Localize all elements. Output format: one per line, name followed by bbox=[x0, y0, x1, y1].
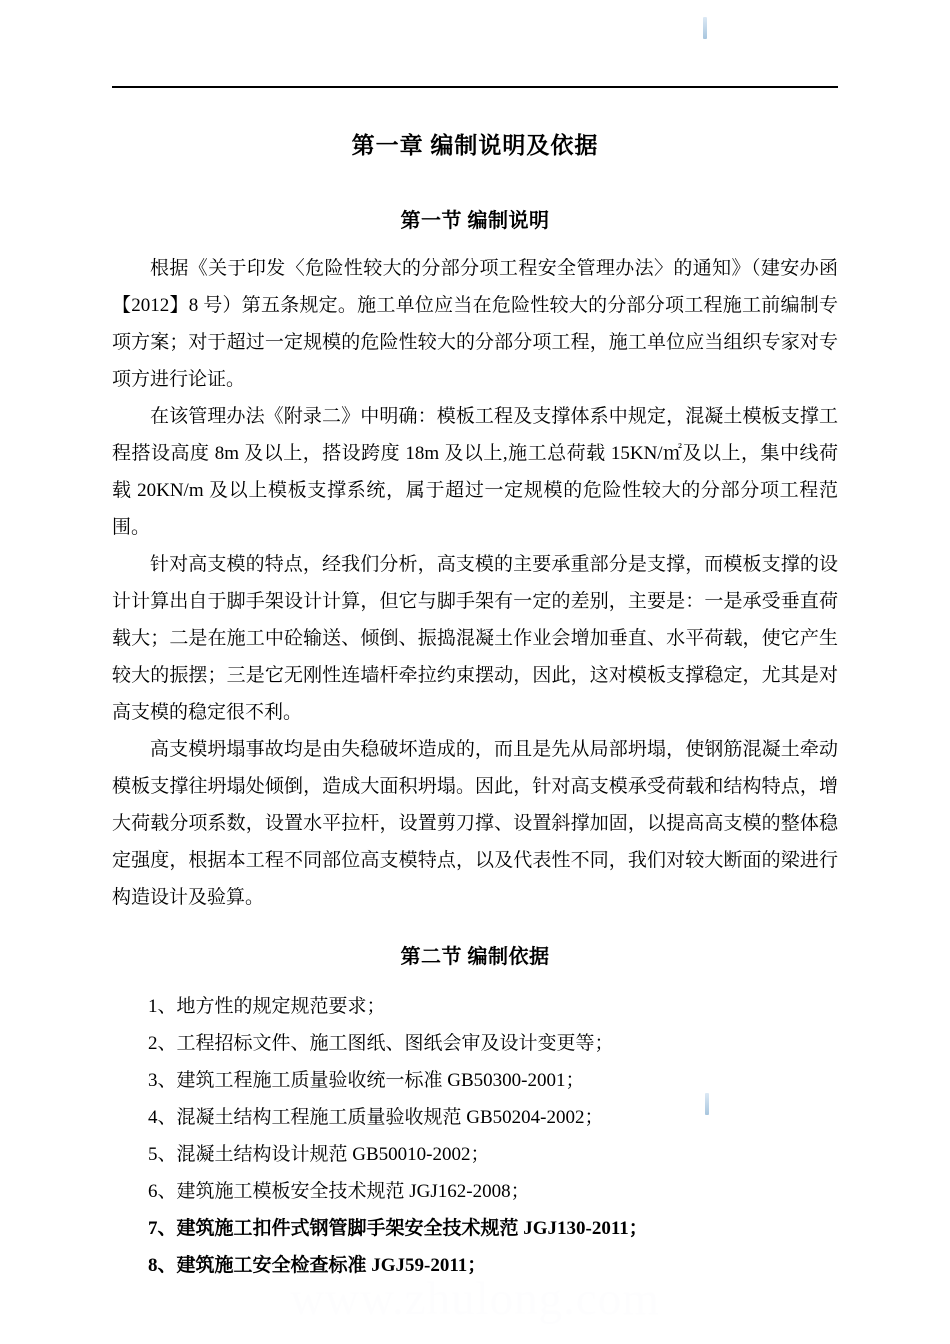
section-heading-编制依据: 第二节 编制依据 bbox=[400, 946, 550, 969]
reference-standards-list bbox=[112, 988, 838, 1284]
paragraph-scale-criteria: 在该管理办法《附录二》中明确：模板工程及支撑体系中规定，混凝土模板支撑工程搭设高度 8m 及以上，搭设跨度 18m 及以上,施工总荷载 15KN/㎡及以上，集中线荷载 20KN/m 及以上模板支撑系统，属于超过一定规模的危险性较大的分部分项工程范围。 bbox=[112, 406, 838, 539]
header-divider bbox=[112, 86, 838, 88]
chapter-title: 第一章 编制说明及依据 bbox=[351, 133, 599, 158]
section-heading-编制说明: 第一节 编制说明 bbox=[400, 210, 550, 233]
header-text-cursor bbox=[703, 17, 707, 39]
list-item: 8、建筑施工安全检查标准 JGJ59-2011； bbox=[148, 1255, 487, 1277]
list-item: 3、建筑工程施工质量验收统一标准 GB50300-2001； bbox=[148, 1070, 585, 1092]
body-text-cursor bbox=[705, 1093, 709, 1115]
paragraph-regulation-basis: 根据《关于印发〈危险性较大的分部分项工程安全管理办法〉的通知》（建安办函【2012】8 号）第五条规定。施工单位应当在危险性较大的分部分项工程施工前编制专项方案；对于超过一定规模的危险性较大的分部分项工程，施工单位应当组织专家对专项方进行论证。 bbox=[112, 258, 838, 391]
paragraph-collapse-prevention: 高支模坍塌事故均是由失稳破坏造成的，而且是先从局部坍塌，使钢筋混凝土牵动模板支撑往坍塌处倾倒，造成大面积坍塌。因此，针对高支模承受荷载和结构特点，增大荷载分项系数，设置水平拉杆，设置剪刀撑、设置斜撑加固，以提高高支模的整体稳定强度，根据本工程不同部位高支模特点，以及代表性不同，我们对较大断面的梁进行构造设计及验算。 bbox=[112, 739, 838, 909]
watermark: www.zhulong.com bbox=[290, 1273, 660, 1325]
list-item: 2、工程招标文件、施工图纸、图纸会审及设计变更等； bbox=[148, 1033, 614, 1055]
list-item: 7、建筑施工扣件式钢管脚手架安全技术规范 JGJ130-2011； bbox=[148, 1218, 648, 1240]
paragraph-formwork-analysis: 针对高支模的特点，经我们分析，高支模的主要承重部分是支撑，而模板支撑的设计计算出自于脚手架设计计算，但它与脚手架有一定的差别，主要是：一是承受垂直荷载大；二是在施工中砼输送、倾倒、振捣混凝土作业会增加垂直、水平荷载，使它产生较大的振摆；三是它无刚性连墙杆牵拉约束摆动，因此，这对模板支撑稳定，尤其是对高支模的稳定很不利。 bbox=[112, 554, 838, 724]
list-item: 5、混凝土结构设计规范 GB50010-2002； bbox=[148, 1144, 490, 1166]
list-item: 6、建筑施工模板安全技术规范 JGJ162-2008； bbox=[148, 1181, 530, 1203]
document-content bbox=[112, 130, 838, 1284]
list-item: 1、地方性的规定规范要求； bbox=[148, 996, 386, 1018]
list-item: 4、混凝土结构工程施工质量验收规范 GB50204-2002； bbox=[148, 1107, 604, 1129]
